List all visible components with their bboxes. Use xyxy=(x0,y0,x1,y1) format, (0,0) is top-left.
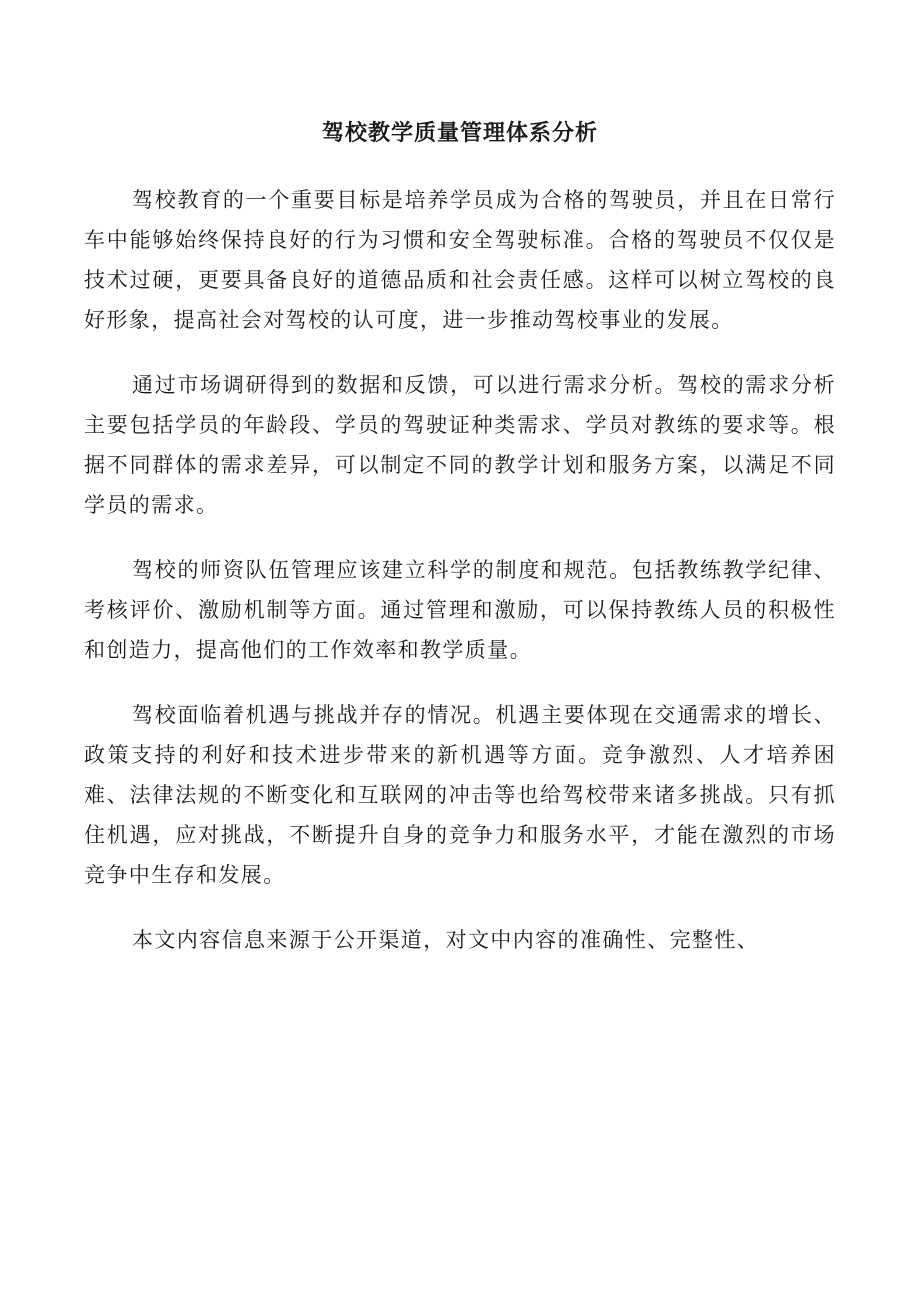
paragraph-2: 通过市场调研得到的数据和反馈，可以进行需求分析。驾校的需求分析主要包括学员的年龄段、学员的驾驶证种类需求、学员对教练的要求等。根据不同群体的需求差异，可以制定不同的教学计划和服务方案，以满足不同学员的需求。 xyxy=(84,373,836,517)
paragraph-1: 驾校教育的一个重要目标是培养学员成为合格的驾驶员，并且在日常行车中能够始终保持良好的行为习惯和安全驾驶标准。合格的驾驶员不仅仅是技术过硬，更要具备良好的道德品质和社会责任感。这样可以树立驾校的良好形象，提高社会对驾校的认可度，进一步推动驾校事业的发展。 xyxy=(84,188,836,332)
paragraph-4: 驾校面临着机遇与挑战并存的情况。机遇主要体现在交通需求的增长、政策支持的利好和技术进步带来的新机遇等方面。竞争激烈、人才培养困难、法律法规的不断变化和互联网的冲击等也给驾校带来诸多挑战。只有抓住机遇，应对挑战，不断提升自身的竞争力和服务水平，才能在激烈的市场竞争中生存和发展。 xyxy=(84,703,836,887)
document-body xyxy=(84,180,836,985)
document-title: 驾校教学质量管理体系分析 xyxy=(321,121,598,146)
paragraph-5: 本文内容信息来源于公开渠道，对文中内容的准确性、完整性、 xyxy=(132,928,760,952)
paragraph-3: 驾校的师资队伍管理应该建立科学的制度和规范。包括教练教学纪律、考核评价、激励机制等方面。通过管理和激励，可以保持教练人员的积极性和创造力，提高他们的工作效率和教学质量。 xyxy=(84,558,836,662)
